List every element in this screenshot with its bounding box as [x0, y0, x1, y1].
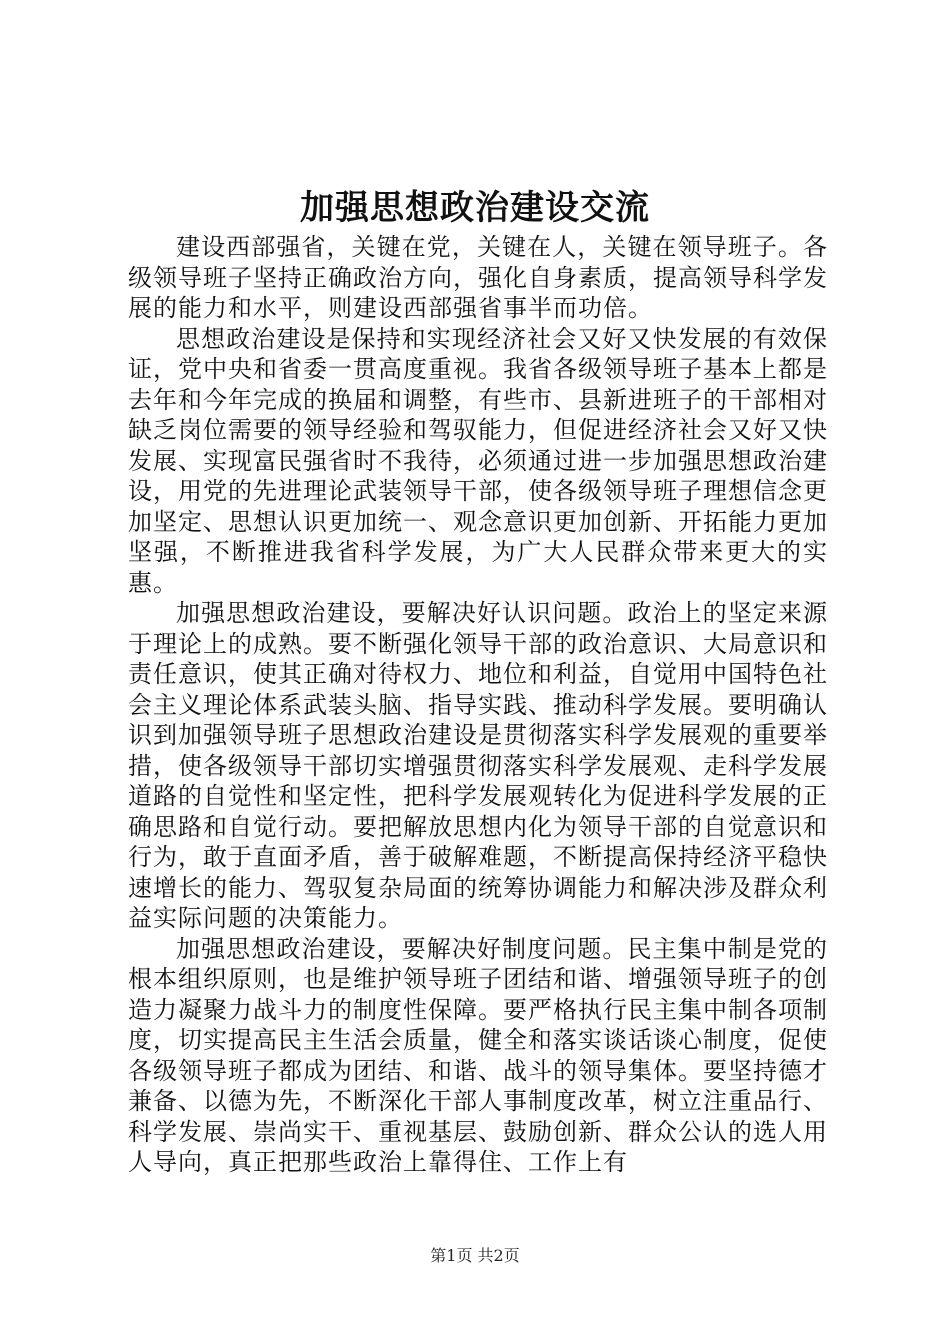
paragraph-2: 思想政治建设是保持和实现经济社会又好又快发展的有效保证，党中央和省委一贯高度重视。我省各级领导班子基本上都是去年和今年完成的换届和调整，有些市、县新进班子的干部相对缺乏岗位需要的领导经验和驾驭能力，但促进经济社会又好又快发展、实现富民强省时不我待，必须通过进一步加强思想政治建设，用党的先进理论武装领导干部，使各级领导班子理想信念更加坚定、思想认识更加统一、观念意识更加创新、开拓能力更加坚强，不断推进我省科学发展，为广大人民群众带来更大的实惠。 — [128, 324, 828, 597]
document-body — [128, 232, 828, 1178]
document-title: 加强思想政治建设交流 — [300, 188, 650, 228]
paragraph-1: 建设西部强省，关键在党，关键在人，关键在领导班子。各级领导班子坚持正确政治方向，强化自身素质，提高领导科学发展的能力和水平，则建设西部强省事半而功倍。 — [128, 233, 828, 322]
page-number-footer: 第1页 共2页 — [430, 1246, 520, 1265]
paragraph-3: 加强思想政治建设，要解决好认识问题。政治上的坚定来源于理论上的成熟。要不断强化领导干部的政治意识、大局意识和责任意识，使其正确对待权力、地位和利益，自觉用中国特色社会主义理论体系武装头脑、指导实践、推动科学发展。要明确认识到加强领导班子思想政治建设是贯彻落实科学发展观的重要举措，使各级领导干部切实增强贯彻落实科学发展观、走科学发展道路的自觉性和坚定性，把科学发展观转化为促进科学发展的正确思路和自觉行动。要把解放思想内化为领导干部的自觉意识和行为，敢于直面矛盾，善于破解难题，不断提高保持经济平稳快速增长的能力、驾驭复杂局面的统筹协调能力和解决涉及群众利益实际问题的决策能力。 — [128, 599, 828, 932]
paragraph-4: 加强思想政治建设，要解决好制度问题。民主集中制是党的根本组织原则，也是维护领导班子团结和谐、增强领导班子的创造力凝聚力战斗力的制度性保障。要严格执行民主集中制各项制度，切实提高民主生活会质量，健全和落实谈话谈心制度，促使各级领导班子都成为团结、和谐、战斗的领导集体。要坚持德才兼备、以德为先，不断深化干部人事制度改革，树立注重品行、科学发展、崇尚实干、重视基层、鼓励创新、群众公认的选人用人导向，真正把那些政治上靠得住、工作上有 — [128, 934, 828, 1176]
